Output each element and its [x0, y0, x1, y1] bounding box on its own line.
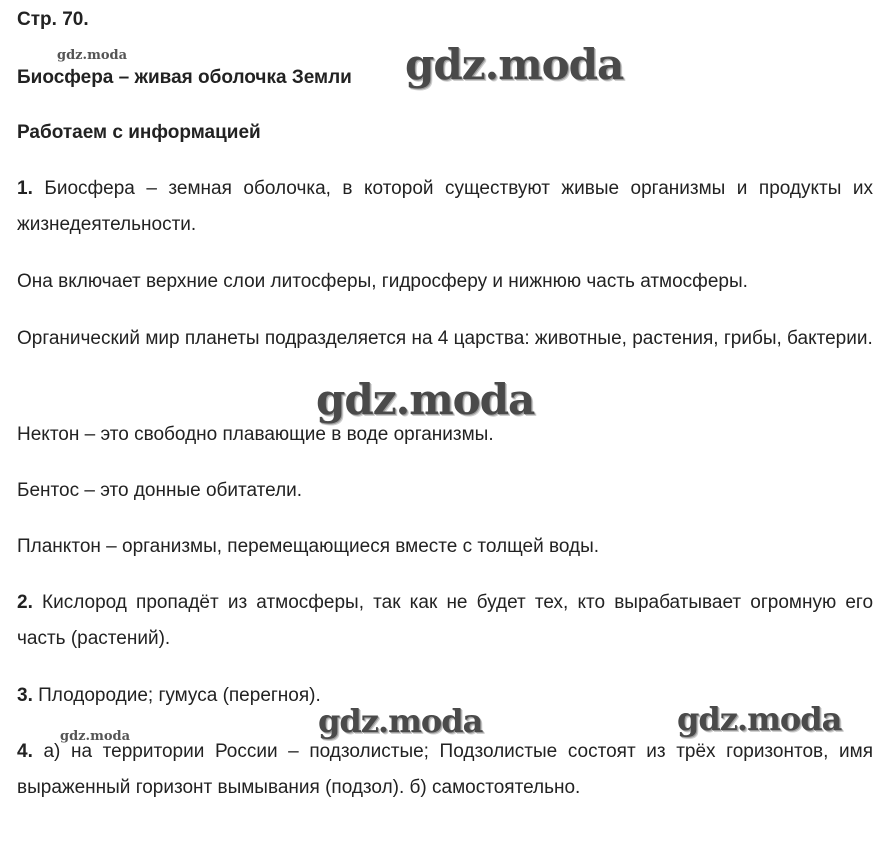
watermark-large: gdz.moda: [405, 40, 624, 89]
answer-3-number: 3.: [17, 685, 33, 706]
answer-4-text: а) на территории России – подзолистые; Подзолистые состоят из трёх горизонтов, имя выраженный горизонт вымывания (подзол). б) самостоятельно.: [17, 741, 874, 798]
paragraph-plankton: Планктон – организмы, перемещающиеся вместе с толщей воды.: [17, 536, 600, 557]
paragraph-benthos: Бентос – это донные обитатели.: [17, 480, 303, 501]
watermark-large: gdz.moda: [677, 700, 842, 738]
answer-1-text: Биосфера – земная оболочка, в которой существуют живые организмы и продукты их жизнедеятельности.: [17, 178, 874, 235]
answer-2: [17, 585, 873, 657]
paragraph-nekton: Нектон – это свободно плавающие в воде организмы.: [17, 424, 494, 445]
section-heading: Работаем с информацией: [17, 122, 261, 143]
answer-3: [17, 684, 321, 708]
paragraph-kingdoms: Органический мир планеты подразделяется на 4 царства: животные, растения, грибы, бактерии.: [17, 328, 873, 349]
answer-3-text: Плодородие; гумуса (перегноя).: [38, 685, 321, 706]
watermark-large: gdz.moda: [316, 375, 535, 424]
answer-1: [17, 171, 873, 243]
answer-2-number: 2.: [17, 592, 33, 613]
watermark-small: gdz.moda: [60, 729, 131, 744]
answer-1-number: 1.: [17, 178, 33, 199]
answer-4: [17, 734, 873, 806]
answer-2-text: Кислород пропадёт из атмосферы, так как не будет тех, кто вырабатывает огромную его часть (растений).: [17, 592, 874, 649]
answer-4-number: 4.: [17, 741, 33, 762]
page-title: Биосфера – живая оболочка Земли: [17, 67, 352, 88]
watermark-large: gdz.moda: [318, 702, 483, 740]
paragraph-layers: Она включает верхние слои литосферы, гидросферу и нижнюю часть атмосферы.: [17, 271, 748, 292]
page-number: Стр. 70.: [17, 9, 89, 30]
watermark-small: gdz.moda: [57, 48, 128, 63]
